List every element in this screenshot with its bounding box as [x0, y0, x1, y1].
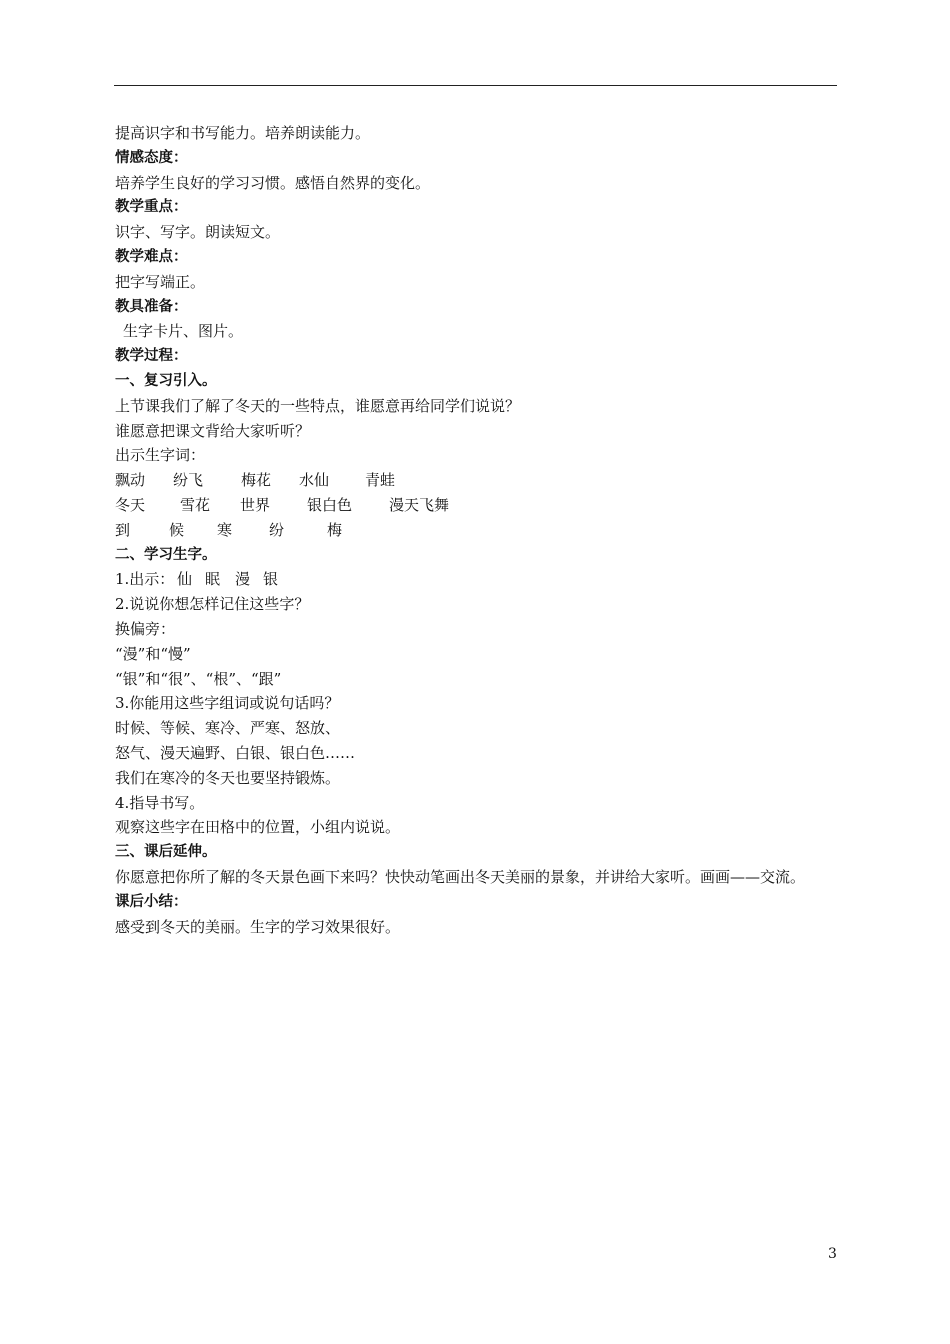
word: 漫天飞舞	[389, 495, 450, 514]
heading-emotion: 情感态度：	[115, 149, 188, 166]
text-line: 谁愿意把课文背给大家听听？	[115, 421, 311, 440]
char: 银	[263, 570, 279, 589]
text-line: 提高识字和书写能力。培养朗读能力。	[115, 124, 371, 142]
char: 眠	[205, 570, 221, 589]
text-line: “银”和“很”、“根”、“跟”	[115, 669, 282, 688]
word: 纷	[269, 520, 285, 539]
word-row-1	[115, 468, 837, 493]
header-rule	[114, 85, 837, 86]
word: 梅	[327, 520, 343, 539]
word: 水仙	[299, 471, 330, 490]
heading-focus: 教学重点：	[115, 199, 188, 216]
text-line: 时候、等候、寒冷、严寒、怒放、	[115, 719, 341, 738]
text-paragraph: 你愿意把你所了解的冬天景色画下来吗？快快动笔画出冬天美丽的景象，并讲给大家听。画画——交流。	[115, 867, 806, 886]
text-line: 换偏旁：	[115, 619, 176, 638]
word: 冬天	[115, 495, 146, 514]
text-line: 观察这些字在田格中的位置，小组内说说。	[115, 818, 401, 837]
word: 梅花	[241, 471, 272, 490]
char: 仙	[177, 570, 193, 589]
word: 飘动	[115, 471, 146, 490]
line-prefix: 1.出示：	[115, 570, 175, 589]
text-line: 感受到冬天的美丽。生字的学习效果很好。	[115, 917, 401, 936]
heading-section-1: 一、复习引入。	[115, 372, 217, 389]
text-line: 上节课我们了解了冬天的一些特点，谁愿意再给同学们说说？	[115, 396, 521, 415]
text-line: 识字、写字。朗读短文。	[115, 223, 281, 242]
document-body	[115, 121, 837, 939]
word: 寒	[217, 520, 233, 539]
word: 青蛙	[365, 471, 396, 490]
word: 纷飞	[173, 471, 204, 490]
text-line: “漫”和“慢”	[115, 644, 191, 663]
text-line: 出示生字词：	[115, 446, 206, 465]
word: 世界	[240, 495, 271, 514]
heading-section-2: 二、学习生字。	[115, 546, 217, 563]
heading-materials: 教具准备：	[115, 298, 188, 315]
shown-chars-line	[115, 567, 837, 592]
char: 漫	[235, 570, 251, 589]
text-line: 我们在寒冷的冬天也要坚持锻炼。	[115, 768, 341, 787]
heading-summary: 课后小结：	[115, 893, 188, 910]
text-line: 把字写端正。	[115, 272, 206, 291]
text-line: 培养学生良好的学习习惯。感悟自然界的变化。	[115, 173, 431, 192]
page-number: 3	[828, 1246, 837, 1262]
text-line: 怒气、漫天遍野、白银、银白色……	[115, 743, 356, 762]
heading-process: 教学过程：	[115, 348, 188, 365]
text-line: 3.你能用这些字组词或说句话吗？	[115, 694, 340, 713]
word: 雪花	[180, 495, 211, 514]
text-line: 2.说说你想怎样记住这些字？	[115, 595, 310, 614]
word: 候	[169, 520, 185, 539]
word-row-3	[115, 518, 837, 543]
word: 到	[115, 520, 131, 539]
word-row-2	[115, 493, 837, 518]
text-line: 4.指导书写。	[115, 793, 205, 812]
heading-difficulty: 教学难点：	[115, 248, 188, 265]
word: 银白色	[307, 495, 353, 514]
heading-section-3: 三、课后延伸。	[115, 844, 217, 861]
text-line: 生字卡片、图片。	[123, 322, 244, 341]
